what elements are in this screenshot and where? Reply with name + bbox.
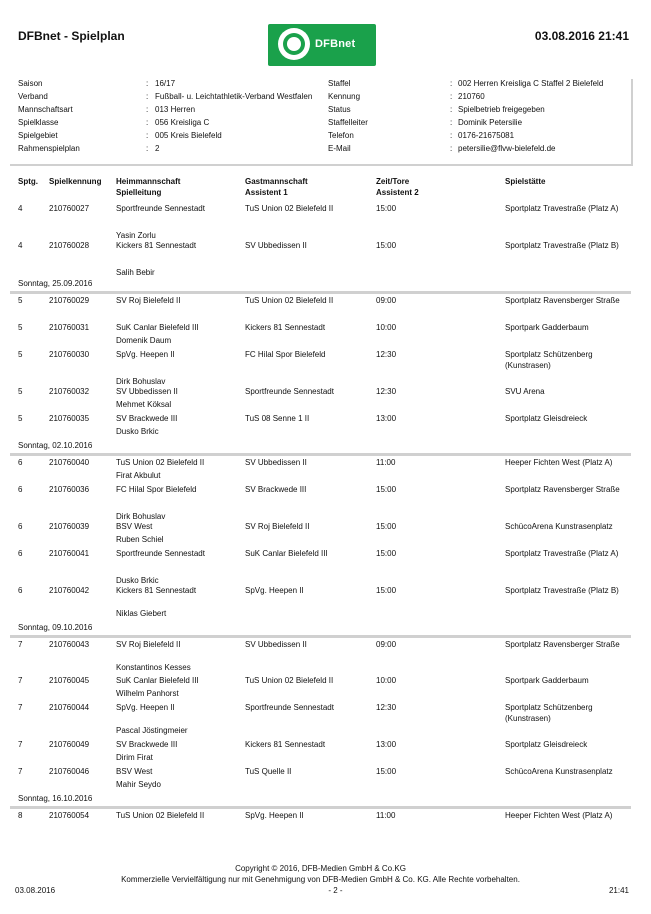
cell-gastmannschaft: Kickers 81 Sennestadt xyxy=(245,740,326,749)
cell-spielleitung: Domenik Daum xyxy=(116,336,172,345)
info-label: Spielgebiet xyxy=(18,131,58,140)
cell-spielstaette: Sportplatz Ravensberger Straße xyxy=(505,485,620,494)
colon: : xyxy=(450,105,453,114)
cell-spielkennung: 210760041 xyxy=(49,549,90,558)
info-value: 013 Herren xyxy=(155,105,196,114)
cell-zeit: 12:30 xyxy=(376,387,397,396)
cell-spielstaette: Sportplatz Travestraße (Platz B) xyxy=(505,586,619,595)
cell-zeit: 09:00 xyxy=(376,640,397,649)
cell-zeit: 15:00 xyxy=(376,586,397,595)
footer-date: 03.08.2016 xyxy=(15,886,56,895)
info-label: Staffelleiter xyxy=(328,118,368,127)
cell-spielleitung: Mahir Seydo xyxy=(116,780,161,789)
col-header-sptg: Sptg. xyxy=(18,177,38,186)
cell-spielstaette: Sportplatz Travestraße (Platz A) xyxy=(505,549,619,558)
cell-spielstaette: Sportplatz Ravensberger Straße xyxy=(505,296,620,305)
col-header-assistent1: Assistent 1 xyxy=(245,188,288,197)
colon: : xyxy=(146,118,149,127)
header-datetime: 03.08.2016 21:41 xyxy=(534,29,629,43)
cell-spielstaette: Sportplatz Ravensberger Straße xyxy=(505,640,620,649)
info-value: Dominik Petersilie xyxy=(458,118,523,127)
cell-gastmannschaft: Sportfreunde Sennestadt xyxy=(245,703,334,712)
cell-spielstaette: Sportplatz Schützenberg (Kunstrasen) xyxy=(505,350,593,370)
cell-spielkennung: 210760036 xyxy=(49,485,90,494)
page-title: DFBnet - Spielplan xyxy=(18,29,125,43)
info-value: 002 Herren Kreisliga C Staffel 2 Bielefeld xyxy=(458,79,604,88)
col-header-spielleitung: Spielleitung xyxy=(116,188,162,197)
info-value: 0176-21675081 xyxy=(458,131,515,140)
colon: : xyxy=(146,105,149,114)
cell-spieltag: 6 xyxy=(18,549,23,558)
cell-spieltag: 4 xyxy=(18,241,23,250)
cell-zeit: 13:00 xyxy=(376,740,397,749)
cell-gastmannschaft: SpVg. Heepen II xyxy=(245,811,304,820)
cell-spielkennung: 210760042 xyxy=(49,586,90,595)
cell-spielstaette: Heeper Fichten West (Platz A) xyxy=(505,811,613,820)
cell-zeit: 13:00 xyxy=(376,414,397,423)
footer-notice: Kommerzielle Vervielfältigung nur mit Genehmigung von DFB-Medien GmbH & Co. KG. Alle Rechte vorbehalten. xyxy=(121,875,520,884)
cell-gastmannschaft: FC Hilal Spor Bielefeld xyxy=(245,350,326,359)
cell-gastmannschaft: TuS Union 02 Bielefeld II xyxy=(245,296,334,305)
cell-spielleitung: Wilhelm Panhorst xyxy=(116,689,179,698)
cell-spielstaette: Sportplatz Travestraße (Platz A) xyxy=(505,204,619,213)
cell-zeit: 15:00 xyxy=(376,241,397,250)
col-header-assistent2: Assistent 2 xyxy=(376,188,419,197)
cell-spieltag: 7 xyxy=(18,676,23,685)
cell-spielstaette: Sportpark Gadderbaum xyxy=(505,323,589,332)
info-label: Rahmenspielplan xyxy=(18,144,80,153)
cell-gastmannschaft: SV Roj Bielefeld II xyxy=(245,522,310,531)
colon: : xyxy=(146,131,149,140)
cell-spielkennung: 210760043 xyxy=(49,640,90,649)
cell-gastmannschaft: TuS Quelle II xyxy=(245,767,292,776)
cell-heimmannschaft: Kickers 81 Sennestadt xyxy=(116,586,197,595)
cell-heimmannschaft: Sportfreunde Sennestadt xyxy=(116,549,205,558)
cell-spielkennung: 210760049 xyxy=(49,740,90,749)
cell-spieltag: 5 xyxy=(18,414,23,423)
cell-heimmannschaft: SV Brackwede III xyxy=(116,414,178,423)
cell-zeit: 15:00 xyxy=(376,204,397,213)
info-value: 2 xyxy=(155,144,160,153)
cell-gastmannschaft: SuK Canlar Bielefeld III xyxy=(245,549,328,558)
col-header-gast-label: Gastmannschaft xyxy=(245,177,308,186)
cell-gastmannschaft: SV Brackwede III xyxy=(245,485,307,494)
matchday-date: Sonntag, 16.10.2016 xyxy=(18,794,93,803)
info-label: Kennung xyxy=(328,92,361,101)
col-header-kennung: Spielkennung xyxy=(49,177,102,186)
cell-gastmannschaft: SV Ubbedissen II xyxy=(245,640,307,649)
cell-spielkennung: 210760046 xyxy=(49,767,90,776)
info-value: 005 Kreis Bielefeld xyxy=(155,131,222,140)
cell-zeit: 09:00 xyxy=(376,296,397,305)
cell-spieltag: 7 xyxy=(18,640,23,649)
cell-spielstaette: SchücoArena Kunstrasenplatz xyxy=(505,522,613,531)
info-label: Telefon xyxy=(328,131,354,140)
colon: : xyxy=(146,92,149,101)
cell-heimmannschaft: SuK Canlar Bielefeld III xyxy=(116,676,199,685)
cell-spielkennung: 210760040 xyxy=(49,458,90,467)
cell-spielkennung: 210760030 xyxy=(49,350,90,359)
section-divider xyxy=(10,291,631,294)
cell-zeit: 10:00 xyxy=(376,676,397,685)
cell-spielleitung: Ruben Schiel xyxy=(116,535,164,544)
cell-zeit: 15:00 xyxy=(376,485,397,494)
section-divider xyxy=(10,806,631,809)
section-divider xyxy=(10,635,631,638)
cell-heimmannschaft: SV Roj Bielefeld II xyxy=(116,296,181,305)
col-header-zeit-label: Zeit/Tore xyxy=(376,177,410,186)
cell-spieltag: 5 xyxy=(18,296,23,305)
cell-spielkennung: 210760028 xyxy=(49,241,90,250)
cell-heimmannschaft: SV Ubbedissen II xyxy=(116,387,178,396)
cell-spielkennung: 210760032 xyxy=(49,387,90,396)
cell-spielkennung: 210760029 xyxy=(49,296,90,305)
cell-spielstaette: Sportplatz Travestraße (Platz B) xyxy=(505,241,619,250)
match-table-body xyxy=(10,8,631,900)
cell-spieltag: 5 xyxy=(18,323,23,332)
cell-spieltag: 7 xyxy=(18,767,23,776)
info-value: 16/17 xyxy=(155,79,176,88)
cell-zeit: 15:00 xyxy=(376,549,397,558)
info-value: 210760 xyxy=(458,92,485,101)
cell-heimmannschaft: FC Hilal Spor Bielefeld xyxy=(116,485,197,494)
cell-spielleitung: Salih Bebir xyxy=(116,268,155,277)
cell-spielkennung: 210760039 xyxy=(49,522,90,531)
cell-spielleitung: Dusko Brkic xyxy=(116,576,159,585)
cell-heimmannschaft: SpVg. Heepen II xyxy=(116,350,175,359)
info-value: Fußball- u. Leichtathletik-Verband Westfalen xyxy=(155,92,313,101)
spielplan-page xyxy=(10,8,631,900)
cell-spielleitung: Dirk Bohuslav xyxy=(116,377,166,386)
cell-heimmannschaft: BSV West xyxy=(116,522,153,531)
cell-spieltag: 5 xyxy=(18,350,23,359)
info-label: Verband xyxy=(18,92,48,101)
info-value: Spielbetrieb freigegeben xyxy=(458,105,545,114)
cell-spielleitung: Niklas Giebert xyxy=(116,609,167,618)
section-divider xyxy=(10,453,631,456)
cell-spieltag: 7 xyxy=(18,703,23,712)
info-label: Staffel xyxy=(328,79,351,88)
cell-spielstaette: Sportplatz Gleisdreieck xyxy=(505,414,588,423)
cell-gastmannschaft: SpVg. Heepen II xyxy=(245,586,304,595)
cell-heimmannschaft: SV Brackwede III xyxy=(116,740,178,749)
cell-spielleitung: Pascal Jöstingmeier xyxy=(116,726,188,735)
cell-heimmannschaft: SuK Canlar Bielefeld III xyxy=(116,323,199,332)
cell-heimmannschaft: Sportfreunde Sennestadt xyxy=(116,204,205,213)
footer-page-number: - 2 - xyxy=(328,886,343,895)
col-header-heim-label: Heimmannschaft xyxy=(116,177,181,186)
cell-spielkennung: 210760031 xyxy=(49,323,90,332)
matchday-date: Sonntag, 02.10.2016 xyxy=(18,441,93,450)
cell-spielkennung: 210760027 xyxy=(49,204,90,213)
cell-zeit: 15:00 xyxy=(376,522,397,531)
cell-spielstaette: Sportpark Gadderbaum xyxy=(505,676,589,685)
cell-zeit: 11:00 xyxy=(376,811,396,820)
cell-spielleitung: Yasin Zorlu xyxy=(116,231,156,240)
cell-zeit: 15:00 xyxy=(376,767,397,776)
cell-spieltag: 4 xyxy=(18,204,23,213)
cell-spielstaette: Heeper Fichten West (Platz A) xyxy=(505,458,613,467)
cell-spielstaette: Sportplatz Gleisdreieck xyxy=(505,740,588,749)
cell-gastmannschaft: TuS Union 02 Bielefeld II xyxy=(245,204,334,213)
info-value: petersilie@flvw-bielefeld.de xyxy=(458,144,556,153)
cell-spielleitung: Dirk Bohuslav xyxy=(116,512,166,521)
cell-spielstaette: SVU Arena xyxy=(505,387,545,396)
colon: : xyxy=(146,144,149,153)
cell-spielkennung: 210760035 xyxy=(49,414,90,423)
colon: : xyxy=(450,118,453,127)
colon: : xyxy=(450,79,453,88)
cell-gastmannschaft: SV Ubbedissen II xyxy=(245,458,307,467)
footer-time: 21:41 xyxy=(608,886,629,895)
cell-zeit: 12:30 xyxy=(376,703,397,712)
cell-heimmannschaft: TuS Union 02 Bielefeld II xyxy=(116,458,205,467)
colon: : xyxy=(450,144,453,153)
cell-spielleitung: Konstantinos Kesses xyxy=(116,663,191,672)
colon: : xyxy=(450,131,453,140)
cell-gastmannschaft: Kickers 81 Sennestadt xyxy=(245,323,326,332)
logo-text: DFBnet xyxy=(315,38,356,50)
cell-gastmannschaft: Sportfreunde Sennestadt xyxy=(245,387,334,396)
info-label: Spielklasse xyxy=(18,118,59,127)
cell-spieltag: 6 xyxy=(18,586,23,595)
cell-spielleitung: Firat Akbulut xyxy=(116,471,161,480)
cell-spielstaette: Sportplatz Schützenberg (Kunstrasen) xyxy=(505,703,593,723)
col-header-ort: Spielstätte xyxy=(505,177,546,186)
cell-gastmannschaft: TuS 08 Senne 1 II xyxy=(245,414,310,423)
cell-zeit: 11:00 xyxy=(376,458,396,467)
cell-heimmannschaft: Kickers 81 Sennestadt xyxy=(116,241,197,250)
cell-heimmannschaft: SpVg. Heepen II xyxy=(116,703,175,712)
cell-heimmannschaft: BSV West xyxy=(116,767,153,776)
cell-spielleitung: Dirim Firat xyxy=(116,753,153,762)
cell-spielleitung: Dusko Brkic xyxy=(116,427,159,436)
info-value: 056 Kreisliga C xyxy=(155,118,210,127)
info-label: Mannschaftsart xyxy=(18,105,73,114)
cell-spieltag: 6 xyxy=(18,458,23,467)
colon: : xyxy=(450,92,453,101)
info-label: E-Mail xyxy=(328,144,351,153)
cell-zeit: 10:00 xyxy=(376,323,397,332)
cell-gastmannschaft: SV Ubbedissen II xyxy=(245,241,307,250)
cell-gastmannschaft: TuS Union 02 Bielefeld II xyxy=(245,676,334,685)
info-label: Saison xyxy=(18,79,43,88)
matchday-date: Sonntag, 25.09.2016 xyxy=(18,279,93,288)
cell-spielkennung: 210760054 xyxy=(49,811,90,820)
cell-zeit: 12:30 xyxy=(376,350,397,359)
matchday-date: Sonntag, 09.10.2016 xyxy=(18,623,93,632)
info-label: Status xyxy=(328,105,351,114)
cell-spielkennung: 210760045 xyxy=(49,676,90,685)
cell-spielstaette: SchücoArena Kunstrasenplatz xyxy=(505,767,613,776)
colon: : xyxy=(146,79,149,88)
cell-spieltag: 6 xyxy=(18,522,23,531)
cell-spieltag: 7 xyxy=(18,740,23,749)
cell-spieltag: 5 xyxy=(18,387,23,396)
cell-spielkennung: 210760044 xyxy=(49,703,90,712)
cell-heimmannschaft: SV Roj Bielefeld II xyxy=(116,640,181,649)
cell-heimmannschaft: TuS Union 02 Bielefeld II xyxy=(116,811,205,820)
cell-spieltag: 6 xyxy=(18,485,23,494)
footer-copyright: Copyright © 2016, DFB-Medien GmbH & Co.KG xyxy=(235,864,406,873)
cell-spieltag: 8 xyxy=(18,811,23,820)
cell-spielleitung: Mehmet Köksal xyxy=(116,400,172,409)
